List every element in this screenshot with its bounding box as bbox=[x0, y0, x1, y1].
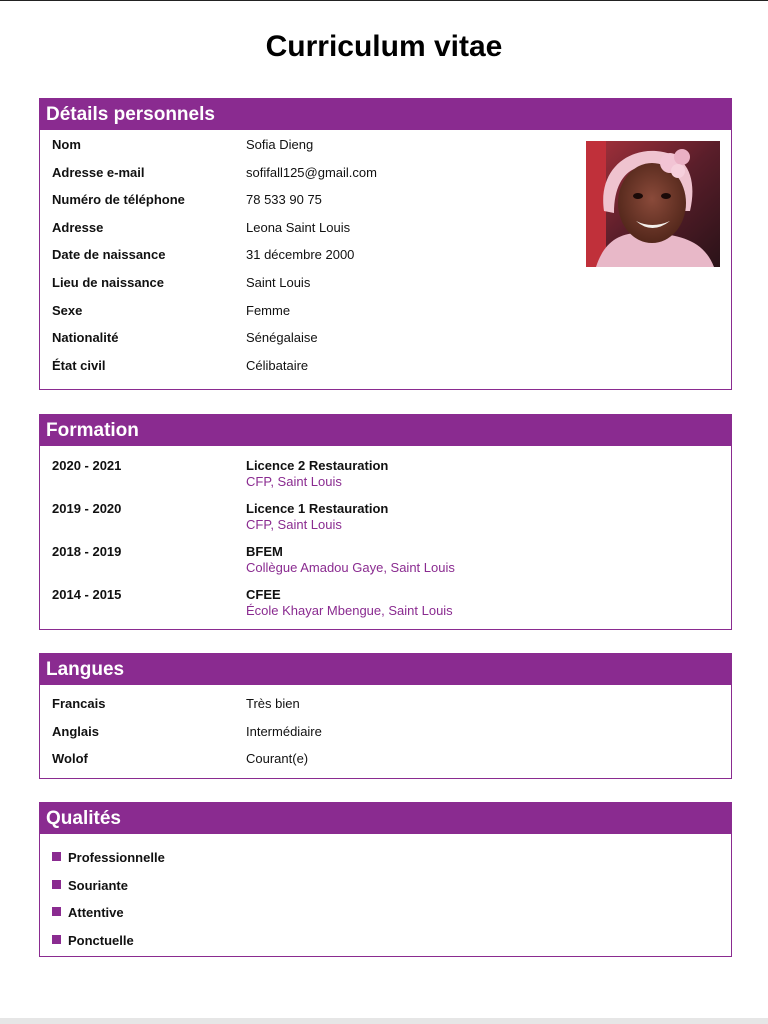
language-name: Wolof bbox=[52, 751, 88, 767]
row-value: Saint Louis bbox=[246, 274, 311, 290]
page-title: Curriculum vitae bbox=[265, 30, 503, 63]
square-bullet-icon bbox=[52, 880, 61, 889]
education-years: 2018 - 2019 bbox=[52, 544, 122, 559]
quality-text: Professionnelle bbox=[68, 850, 165, 865]
square-bullet-icon bbox=[52, 935, 61, 944]
row-label: État civil bbox=[52, 357, 106, 373]
language-level: Très bien bbox=[246, 696, 300, 711]
personal-row bbox=[40, 351, 731, 379]
education-row bbox=[40, 489, 731, 532]
square-bullet-icon bbox=[52, 852, 61, 861]
section-qualites bbox=[39, 802, 732, 957]
section-personal-details bbox=[39, 98, 732, 390]
row-value: Femme bbox=[246, 302, 291, 318]
education-degree: CFEE bbox=[246, 587, 281, 602]
education-school: Collègue Amadou Gaye, Saint Louis bbox=[246, 560, 455, 575]
language-level: Courant(e) bbox=[246, 751, 309, 767]
personal-row bbox=[40, 268, 731, 296]
row-value: Célibataire bbox=[246, 357, 309, 373]
section-header-langues: Langues bbox=[40, 654, 731, 685]
education-school: École Khayar Mbengue, Saint Louis bbox=[246, 603, 453, 618]
row-value: 31 décembre 2000 bbox=[246, 247, 355, 263]
education-degree: Licence 2 Restauration bbox=[246, 458, 389, 473]
row-label: Date de naissance bbox=[52, 247, 166, 263]
row-label: Nom bbox=[52, 137, 81, 152]
bottom-border bbox=[0, 1018, 768, 1024]
quality-item bbox=[40, 838, 731, 866]
section-header-formation: Formation bbox=[40, 415, 731, 446]
profile-photo bbox=[586, 141, 720, 267]
row-value: Sofia Dieng bbox=[246, 137, 314, 152]
education-years: 2019 - 2020 bbox=[52, 501, 122, 516]
quality-text: Ponctuelle bbox=[68, 932, 134, 948]
language-name: Francais bbox=[52, 696, 106, 711]
square-bullet-icon bbox=[52, 907, 61, 916]
section-header-qualites: Qualités bbox=[40, 803, 731, 834]
education-years: 2014 - 2015 bbox=[52, 587, 122, 602]
language-name: Anglais bbox=[52, 723, 99, 739]
top-border bbox=[0, 0, 768, 1]
quality-text: Souriante bbox=[68, 877, 128, 893]
row-label: Lieu de naissance bbox=[52, 274, 164, 290]
row-label: Nationalité bbox=[52, 330, 119, 346]
row-value: Leona Saint Louis bbox=[246, 219, 351, 235]
education-row bbox=[40, 575, 731, 618]
section-header-personal: Détails personnels bbox=[40, 99, 731, 130]
language-level: Intermédiaire bbox=[246, 723, 322, 739]
quality-item bbox=[40, 866, 731, 894]
row-label: Adresse e-mail bbox=[52, 164, 145, 180]
quality-item bbox=[40, 893, 731, 921]
education-school: CFP, Saint Louis bbox=[246, 474, 342, 489]
row-value: sofifall125@gmail.com bbox=[246, 164, 377, 180]
education-school: CFP, Saint Louis bbox=[246, 517, 342, 532]
language-row bbox=[40, 744, 731, 772]
personal-row bbox=[40, 323, 731, 351]
section-formation bbox=[39, 414, 732, 630]
education-row bbox=[40, 446, 731, 489]
quality-text: Attentive bbox=[68, 905, 124, 921]
row-label: Sexe bbox=[52, 302, 83, 318]
language-row bbox=[40, 717, 731, 745]
education-degree: BFEM bbox=[246, 544, 283, 559]
education-years: 2020 - 2021 bbox=[52, 458, 122, 473]
education-row bbox=[40, 532, 731, 575]
section-langues bbox=[39, 653, 732, 779]
personal-row bbox=[40, 296, 731, 324]
row-label: Adresse bbox=[52, 219, 104, 235]
quality-item bbox=[40, 921, 731, 949]
row-label: Numéro de téléphone bbox=[52, 192, 185, 208]
education-degree: Licence 1 Restauration bbox=[246, 501, 389, 516]
row-value: Sénégalaise bbox=[246, 330, 318, 346]
row-value: 78 533 90 75 bbox=[246, 192, 322, 208]
personal-rows bbox=[40, 130, 731, 378]
language-row bbox=[40, 689, 731, 717]
